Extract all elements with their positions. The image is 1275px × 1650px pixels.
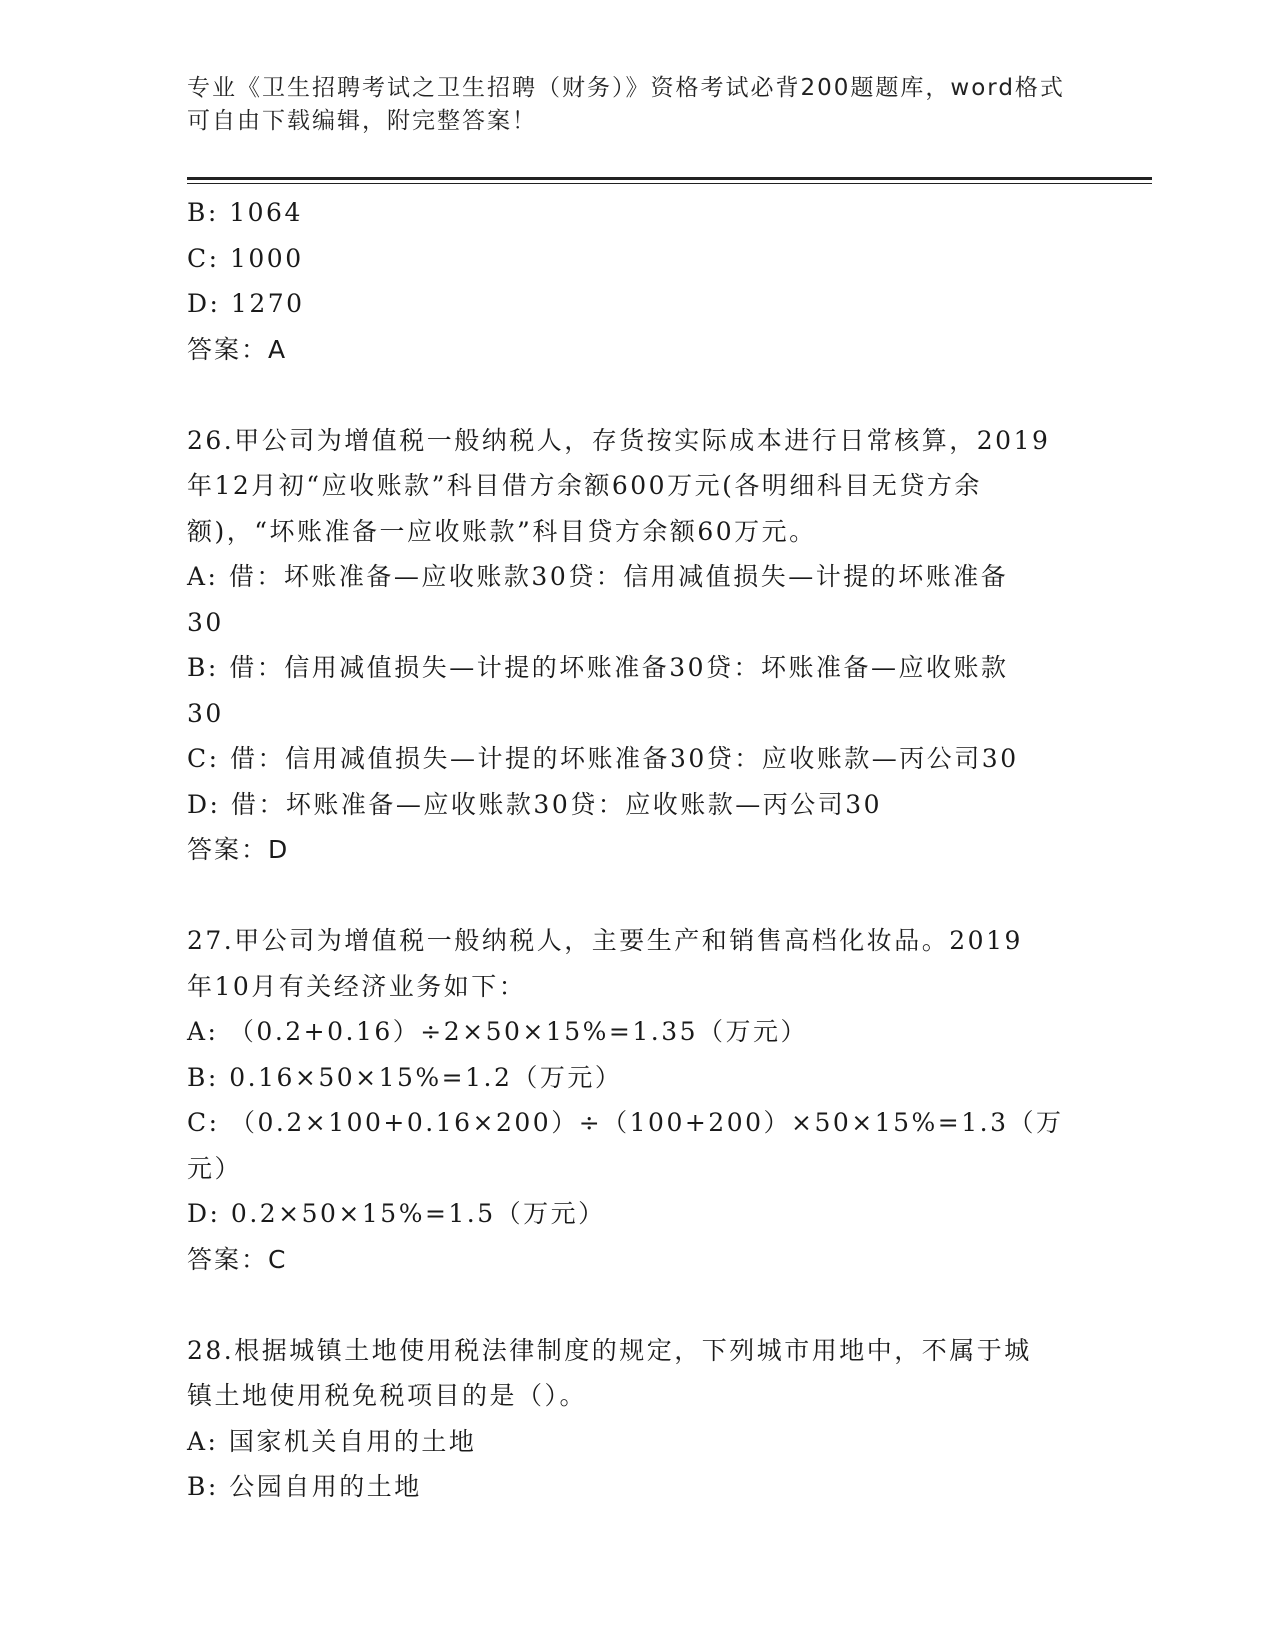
header-line-2: 可自由下载编辑，附完整答案！ [187,108,537,134]
spacer [187,1282,1087,1328]
option-c: C: 1000 [187,243,304,273]
header-line-1: 专业《卫生招聘考试之卫生招聘（财务）》资格考试必背200题题库，word格式 [187,75,1065,101]
option-a: A: 国家机关自用的土地 [187,1426,477,1456]
option-a-cont: 30 [187,607,224,637]
header-rule-thin [187,183,1152,184]
option-b: B: 借：信用减值损失—计提的坏账准备30贷：坏账准备—应收账款 [187,653,1009,682]
question-stem: 28.根据城镇土地使用税法律制度的规定，下列城市用地中，不属于城 [187,1335,1032,1365]
question-stem: 年10月有关经济业务如下： [187,971,527,1001]
question-28 [187,1328,1087,1510]
option-c: C: （0.2×100+0.16×200）÷（100+200）×50×15%=1.3（万元） [187,1108,1064,1183]
document-body [187,190,1087,1510]
option-d: D: 1270 [187,289,305,318]
question-stem: 年12月初“应收账款”科目借方余额600万元(各明细科目无贷方余 [187,471,982,500]
answer: 答案：A [187,334,288,364]
question-26 [187,418,1087,873]
spacer [187,372,1087,418]
option-b: B: 0.16×50×15%=1.2（万元） [187,1062,623,1092]
question-stem: 27.甲公司为增值税一般纳税人，主要生产和销售高档化妆品。2019 [187,926,1023,955]
question-stem: 额)，“坏账准备一应收账款”科目贷方余额60万元。 [187,516,817,546]
option-c: C: 借：信用减值损失—计提的坏账准备30贷：应收账款—丙公司30 [187,744,1019,773]
header-rule-thick [187,177,1152,180]
option-a: A: （0.2+0.16）÷2×50×15%=1.35（万元） [187,1017,809,1046]
question-stem: 26.甲公司为增值税一般纳税人，存货按实际成本进行日常核算，2019 [187,425,1051,455]
question-27 [187,918,1087,1282]
question-stem: 镇土地使用税免税项目的是（）。 [187,1381,588,1410]
document-header [187,72,1087,138]
option-b: B: 1064 [187,198,303,227]
option-a: A: 借：坏账准备—应收账款30贷：信用减值损失—计提的坏账准备 [187,562,1009,591]
answer: 答案：C [187,1244,288,1274]
option-b: B: 公园自用的土地 [187,1472,422,1501]
question-25 [187,190,1087,372]
answer: 答案：D [187,835,290,864]
spacer [187,873,1087,919]
option-b-cont: 30 [187,698,224,728]
option-d: D: 借：坏账准备—应收账款30贷：应收账款—丙公司30 [187,789,883,819]
option-d: D: 0.2×50×15%=1.5（万元） [187,1199,606,1228]
